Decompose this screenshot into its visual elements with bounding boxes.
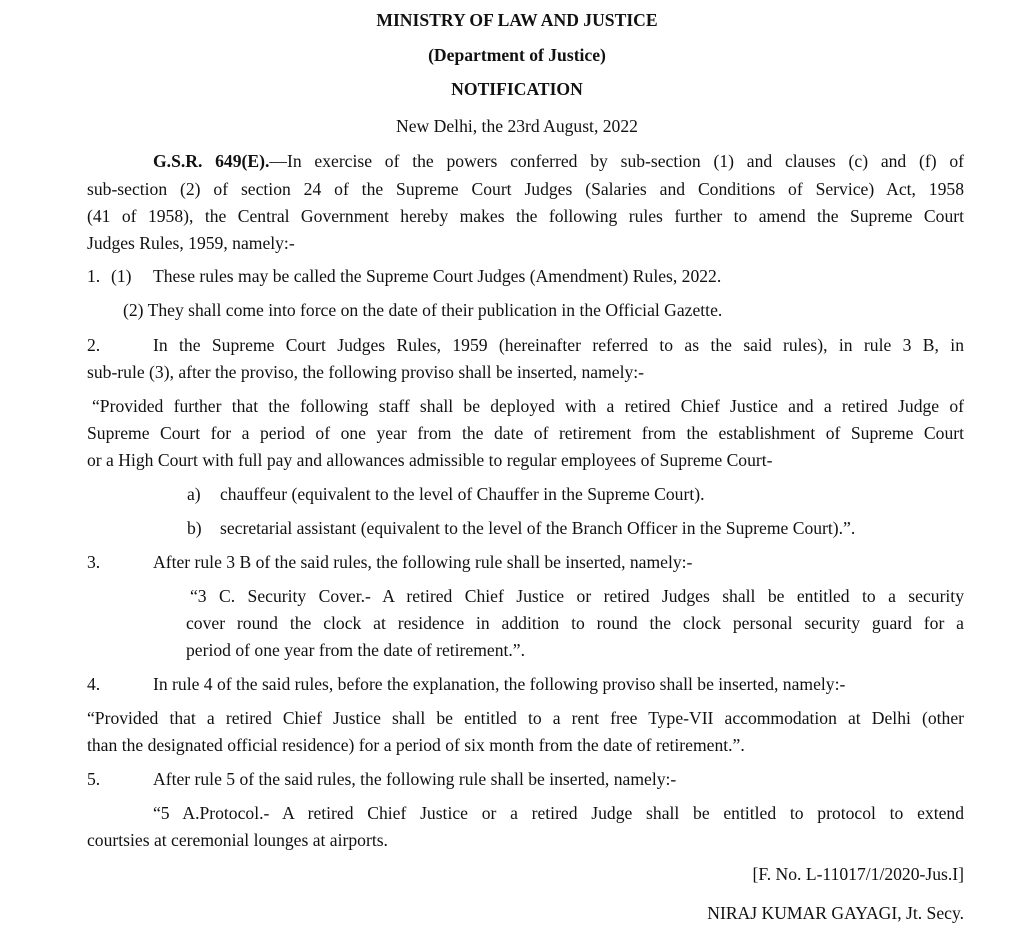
rule-2-item-a-label: a) [187, 484, 201, 504]
ministry-heading: MINISTRY OF LAW AND JUSTICE [376, 10, 658, 30]
rule-4-line-1: In rule 4 of the said rules, before the explanation, the following proviso shall be inserted, namely:- [153, 674, 846, 694]
preamble-line-4: Judges Rules, 1959, namely:- [87, 233, 295, 253]
preamble-line-3: (41 of 1958), the Central Government hereby makes the following rules further to amend the Supreme Court [87, 206, 964, 226]
rule-1-sub-1-number: (1) [111, 266, 132, 286]
preamble-line-1 [153, 147, 964, 175]
rule-3-quote-line-1: “3 C. Security Cover.- A retired Chief Justice or retired Judges shall be entitled to a security [190, 586, 964, 606]
rule-2-proviso-line-1: “Provided further that the following staff shall be deployed with a retired Chief Justice and a retired Judge of [92, 396, 964, 416]
rule-2-line-1: In the Supreme Court Judges Rules, 1959 (hereinafter referred to as the said rules), in rule 3 B, in [153, 335, 964, 355]
rule-3-number: 3. [87, 552, 101, 572]
rule-2-item-b-text: secretarial assistant (equivalent to the level of the Branch Officer in the Supreme Court).”. [220, 518, 856, 538]
rule-2-proviso-line-3: or a High Court with full pay and allowances admissible to regular employees of Supreme Court- [87, 450, 773, 470]
rule-5-number: 5. [87, 769, 101, 789]
notification-heading: NOTIFICATION [451, 79, 583, 99]
preamble-line-2: sub-section (2) of section 24 of the Supreme Court Judges (Salaries and Conditions of Service) Act, 1958 [87, 179, 964, 199]
rule-2-line-2: sub-rule (3), after the proviso, the following proviso shall be inserted, namely:- [87, 362, 644, 382]
gsr-number: G.S.R. 649(E). [153, 151, 270, 171]
file-number: [F. No. L-11017/1/2020-Jus.I] [752, 864, 964, 884]
department-heading: (Department of Justice) [428, 45, 606, 65]
rule-1-sub-1-text: These rules may be called the Supreme Court Judges (Amendment) Rules, 2022. [153, 266, 722, 286]
rule-5-quote-line-2: courtsies at ceremonial lounges at airports. [87, 830, 388, 850]
rule-4-number: 4. [87, 674, 101, 694]
rule-2-proviso-line-2: Supreme Court for a period of one year from the date of retirement from the establishment of Supreme Court [87, 423, 964, 443]
dateline: New Delhi, the 23rd August, 2022 [396, 116, 638, 136]
rule-4-quote-line-2: than the designated official residence) for a period of six month from the date of retirement.”. [87, 735, 745, 755]
rule-5-quote-line-1: “5 A.Protocol.- A retired Chief Justice or a retired Judge shall be entitled to protocol to extend [153, 803, 964, 823]
rule-4-quote-line-1: “Provided that a retired Chief Justice shall be entitled to a rent free Type-VII accommodation at Delhi (other [87, 708, 964, 728]
preamble-text: —In exercise of the powers conferred by sub-section (1) and clauses (c) and (f) of [269, 151, 964, 171]
rule-3-line-1: After rule 3 B of the said rules, the following rule shall be inserted, namely:- [153, 552, 693, 572]
rule-1-number: 1. [87, 266, 101, 286]
rule-5-line-1: After rule 5 of the said rules, the following rule shall be inserted, namely:- [153, 769, 677, 789]
rule-3-quote-line-3: period of one year from the date of retirement.”. [186, 640, 526, 660]
rule-3-quote-line-2: cover round the clock at residence in addition to round the clock personal security guard for a [186, 613, 964, 633]
signatory: NIRAJ KUMAR GAYAGI, Jt. Secy. [707, 903, 964, 923]
rule-2-item-b-label: b) [187, 518, 202, 538]
rule-2-item-a-text: chauffeur (equivalent to the level of Chauffer in the Supreme Court). [220, 484, 705, 504]
rule-1-sub-2-text: (2) They shall come into force on the date of their publication in the Official Gazette. [123, 300, 723, 320]
rule-2-number: 2. [87, 335, 101, 355]
